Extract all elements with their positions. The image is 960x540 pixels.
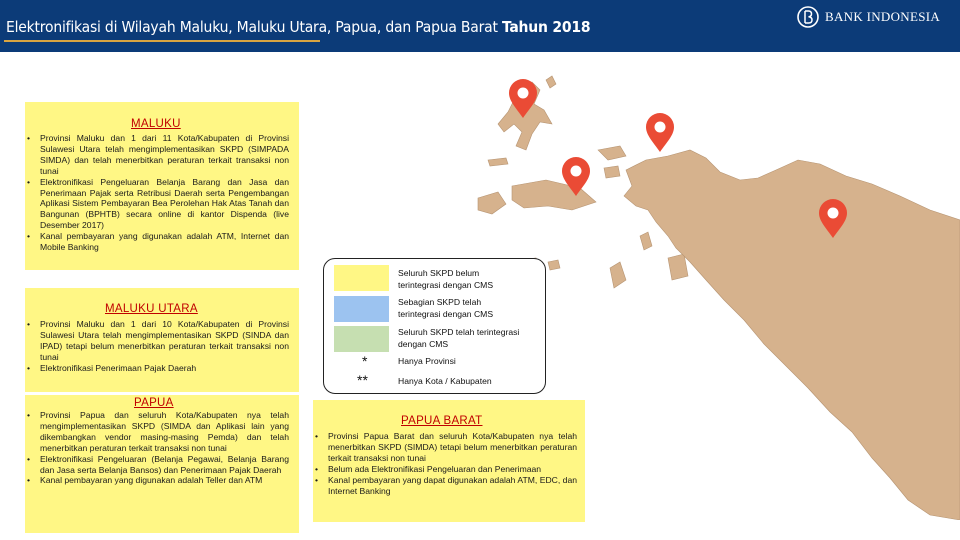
legend-label-line: Sebagian SKPD telah — [398, 297, 482, 307]
maluku-bullets — [27, 133, 289, 253]
legend-label-kota: Hanya Kota / Kabupaten — [398, 376, 492, 386]
legend-mark-provinsi: * — [362, 353, 368, 369]
header-bar — [0, 0, 960, 52]
list-item: • Kanal pembayaran yang dapat digunakan adalah ATM, EDC, dan Internet Banking — [315, 475, 577, 497]
aru-islands — [668, 254, 688, 280]
maluku-title: MALUKU — [131, 118, 181, 130]
page-title-text: Elektronifikasi di Wilayah Maluku, Maluku Utara, Papua, dan Papua Barat — [6, 18, 498, 36]
legend-label-line: dengan CMS — [398, 339, 449, 349]
legend-swatch-belum — [334, 265, 389, 291]
bank-indonesia-logo — [797, 6, 940, 28]
papua-barat-bullets — [315, 431, 577, 496]
legend-swatch-sebagian — [334, 296, 389, 322]
list-item: • Provinsi Papua Barat dan seluruh Kota/Kabupaten nya telah menerbitkan SKPD (SIMDA) tetapi belum menerbitkan peraturan terkait transaksi non tunai — [315, 431, 577, 464]
logo-text: BANK INDONESIA — [825, 9, 941, 24]
maluku-utara-bullets — [27, 319, 289, 374]
legend-panel — [323, 258, 546, 394]
tanimbar-islands — [610, 262, 626, 288]
legend-mark-kota: ** — [357, 372, 368, 388]
raja-ampat-islands — [598, 146, 626, 178]
buru-island — [478, 192, 506, 214]
legend-label-line: Seluruh SKPD telah terintegrasi — [398, 327, 520, 337]
legend-label-sebagian — [398, 296, 493, 320]
legend-swatch-seluruh — [334, 326, 389, 352]
legend-label-seluruh — [398, 326, 519, 350]
maluku-utara-title: MALUKU UTARA — [105, 303, 198, 315]
papua-barat-pin — [646, 113, 674, 152]
list-item: • Provinsi Maluku dan 1 dari 11 Kota/Kabupaten di Provinsi Sulawesi Utara telah mengimplementasikan SKPD (SIMPADA SIMDA) dan telah menerbitkan peraturan terkait transaksi non tunai — [27, 133, 289, 177]
list-item: • Belum ada Elektronifikasi Pengeluaran dan Penerimaan — [315, 464, 577, 475]
list-item: • Elektronifikasi Pengeluaran Belanja Barang dan Jasa dan Penerimaan Pajak serta Retribusi Daerah serta Pengembangan Aplikasi Sistem Pembayaran Bea Perolehan Hak Atas Tanah dan Bangunan (BPHTB) secara online di kantor Dispenda (live Desember 2017) — [27, 177, 289, 232]
bank-indonesia-emblem-icon — [797, 6, 819, 28]
kei-islands — [640, 232, 652, 250]
list-item: • Elektronifikasi Pengeluaran (Belanja Pegawai, Belanja Barang dan Jasa serta Belanja Bansos) dan Penerimaan Pajak Daerah — [27, 454, 289, 476]
list-item: • Elektronifikasi Penerimaan Pajak Daerah — [27, 363, 289, 374]
title-underline — [4, 40, 320, 42]
list-item: • Provinsi Papua dan seluruh Kota/Kabupaten nya telah mengimplementasikan SKPD (SIMDA dan Aplikasi lain yang dikembangkan vendor masing-masing Pemda) dan telah menerbitkan peraturan terkait transaksi non tunai — [27, 410, 289, 454]
page-title — [6, 18, 590, 36]
list-item: • Provinsi Maluku dan 1 dari 10 Kota/Kabupaten di Provinsi Sulawesi Utara telah mengimplementasikan SKPD (SINDA dan IPAD) tetapi belum menerbitkan peraturan terkait transaksi non tunai — [27, 319, 289, 363]
papua-bullets — [27, 410, 289, 486]
legend-label-line: terintegrasi dengan CMS — [398, 280, 494, 290]
page-title-year: Tahun 2018 — [502, 18, 591, 36]
legend-label-belum — [398, 267, 493, 291]
legend-label-line: terintegrasi dengan CMS — [398, 309, 494, 319]
legend-label-line: Seluruh SKPD belum — [398, 268, 480, 278]
papua-title: PAPUA — [134, 397, 174, 409]
morotai-island — [546, 76, 556, 88]
list-item: • Kanal pembayaran yang digunakan adalah Teller dan ATM — [27, 475, 289, 486]
sula-islands — [488, 158, 508, 166]
list-item: • Kanal pembayaran yang digunakan adalah ATM, Internet dan Mobile Banking — [27, 231, 289, 253]
legend-label-provinsi: Hanya Provinsi — [398, 356, 456, 366]
papua-barat-title: PAPUA BARAT — [401, 415, 483, 427]
papua-mainland — [624, 150, 960, 520]
